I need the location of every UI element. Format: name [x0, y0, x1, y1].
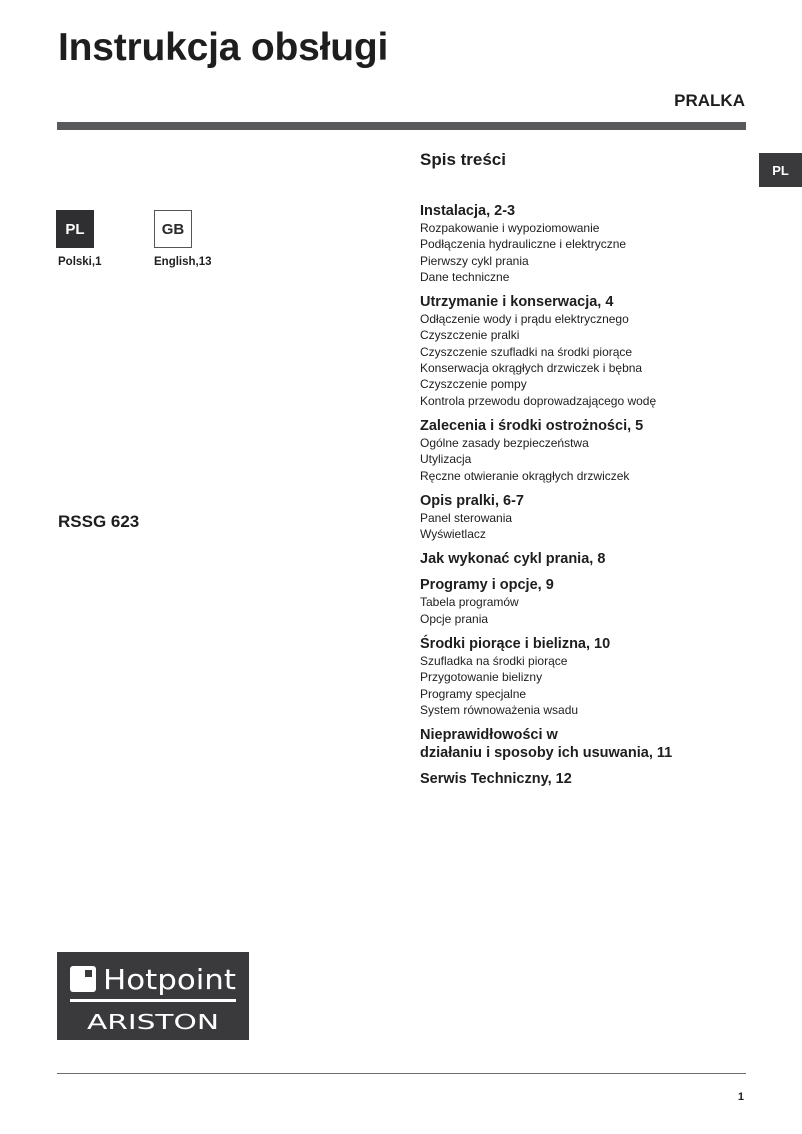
lang-gb-box[interactable]: GB — [154, 210, 192, 248]
toc-section-title[interactable]: Jak wykonać cykl prania, 8 — [420, 551, 606, 568]
toc-section — [420, 202, 750, 285]
toc-subsection[interactable]: Panel sterowania — [420, 510, 513, 525]
toc-subsection[interactable]: Rozpakowanie i wypoziomowanie — [420, 221, 600, 235]
lang-pl-label[interactable]: Polski,1 — [58, 256, 102, 268]
toc-section-title[interactable]: Zalecenia i środki ostrożności, 5 — [420, 417, 644, 434]
lang-gb-label[interactable]: English,13 — [154, 256, 212, 268]
logo-brand-top: Hotpoint — [103, 963, 237, 996]
header-divider — [57, 122, 746, 130]
toc-subsection[interactable]: Ręczne otwieranie okrągłych drzwiczek — [420, 468, 630, 483]
model-number: RSSG 623 — [58, 512, 140, 531]
toc-section-title[interactable]: Nieprawidłowości w działaniu i sposoby ich usuwania, 11 — [420, 727, 673, 762]
brand-logo — [57, 952, 249, 1040]
toc-subsection[interactable]: Kontrola przewodu doprowadzającego wodę — [420, 393, 657, 408]
page-number: 1 — [737, 1091, 744, 1103]
document-title: Instrukcja obsługi — [58, 26, 389, 69]
toc-section-title[interactable]: Środki piorące i bielizna, 10 — [420, 636, 611, 653]
toc-section — [420, 417, 750, 484]
toc-subsection[interactable]: Przygotowanie bielizny — [420, 670, 543, 685]
toc-subsection[interactable]: Pierwszy cykl prania — [420, 253, 529, 268]
toc-section — [420, 770, 750, 788]
toc-subsection[interactable]: Dane techniczne — [420, 269, 510, 284]
toc-section — [420, 726, 750, 762]
toc-subsection[interactable]: Ogólne zasady bezpieczeństwa — [420, 435, 589, 450]
logo-square-icon — [70, 966, 96, 992]
toc-subsection[interactable]: Czyszczenie szufladki na środki piorące — [420, 344, 633, 359]
toc-subsection[interactable]: Opcje prania — [420, 611, 489, 626]
toc-subsection[interactable]: Czyszczenie pralki — [420, 328, 520, 343]
toc-section-title[interactable]: Opis pralki, 6-7 — [420, 492, 524, 509]
toc-section-title[interactable]: Serwis Techniczny, 12 — [420, 771, 572, 788]
toc-heading: Spis treści — [420, 150, 506, 169]
toc-section — [420, 293, 750, 409]
toc-subsection[interactable]: Programy specjalne — [420, 686, 527, 701]
toc-section-title[interactable]: Instalacja, 2-3 — [420, 203, 516, 219]
toc-section — [420, 550, 750, 568]
toc-subsection[interactable]: Podłączenia hydrauliczne i elektryczne — [420, 237, 627, 252]
logo-brand-bottom: ARISTON — [87, 1010, 219, 1034]
logo-square-notch — [85, 970, 92, 977]
table-of-contents — [420, 148, 750, 796]
toc-subsection[interactable]: Utylizacja — [420, 452, 472, 467]
product-type: PRALKA — [674, 91, 745, 110]
toc-section-title[interactable]: Programy i opcje, 9 — [420, 577, 554, 594]
hotpoint-ariston-logo — [57, 952, 249, 1040]
toc-section — [420, 635, 750, 718]
toc-subsection[interactable]: System równoważenia wsadu — [420, 702, 579, 717]
toc-subsection[interactable]: Odłączenie wody i prądu elektrycznego — [420, 312, 629, 327]
toc-subsection[interactable]: Konserwacja okrągłych drzwiczek i bębna — [420, 361, 643, 376]
logo-divider — [70, 999, 236, 1002]
lang-pl-box[interactable]: PL — [56, 210, 94, 248]
toc-sections — [420, 202, 750, 788]
toc-subsection[interactable]: Szufladka na środki piorące — [420, 654, 568, 669]
toc-section-title[interactable]: Utrzymanie i konserwacja, 4 — [420, 294, 614, 311]
toc-subsection[interactable]: Tabela programów — [420, 595, 519, 610]
footer-divider — [57, 1073, 746, 1074]
toc-section — [420, 576, 750, 627]
language-side-tab[interactable]: PL — [759, 153, 802, 187]
toc-subsection[interactable]: Czyszczenie pompy — [420, 377, 527, 392]
toc-subsection[interactable]: Wyświetlacz — [420, 527, 486, 542]
toc-section — [420, 492, 750, 543]
